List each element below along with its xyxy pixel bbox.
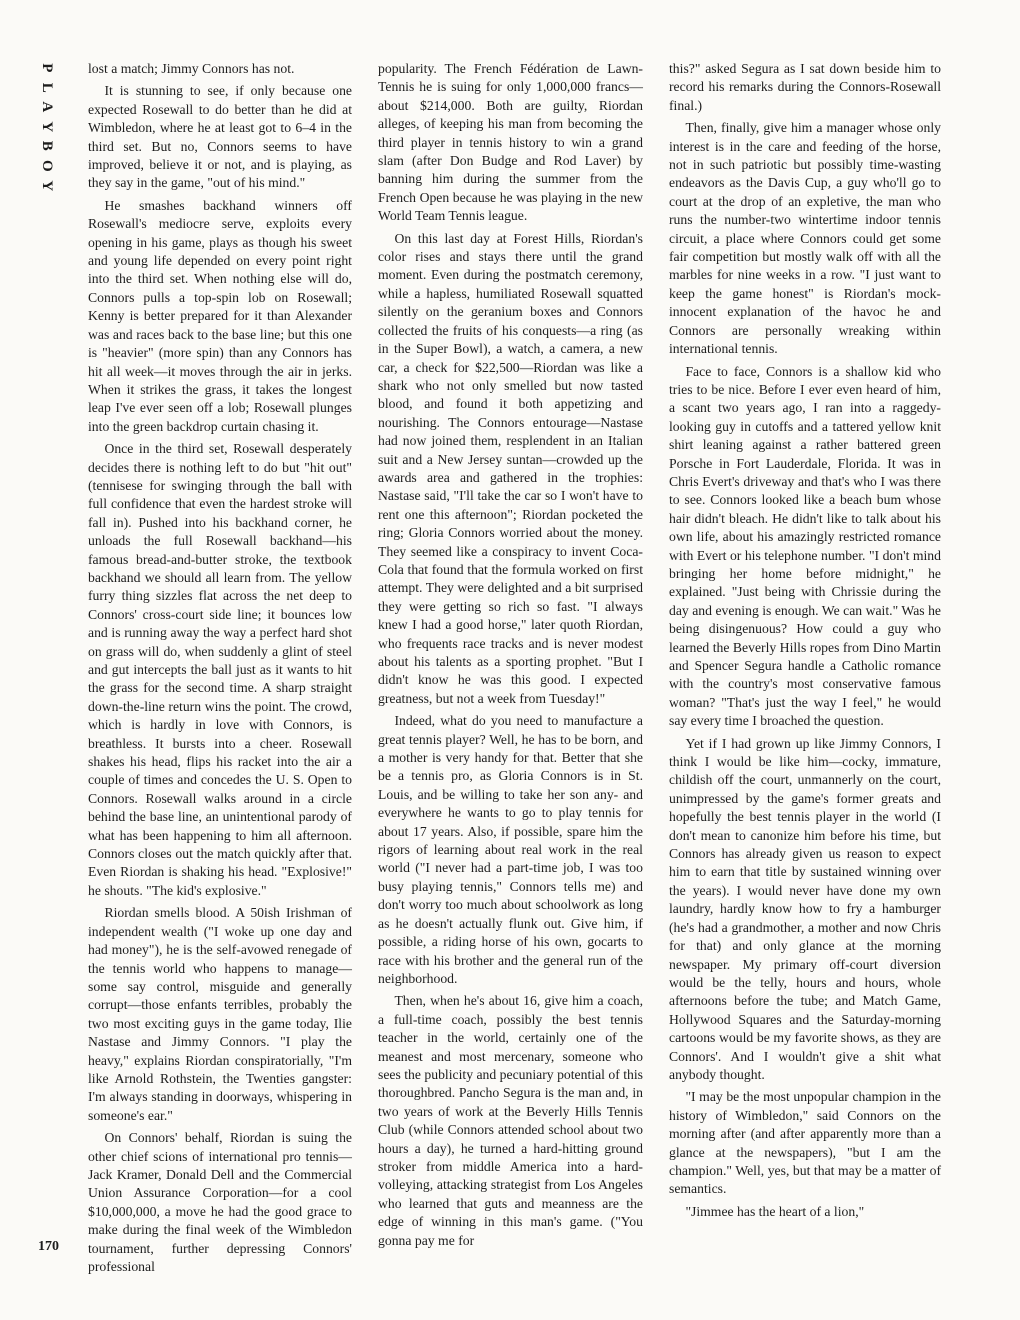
paragraph: Once in the third set, Rosewall desperately decides there is nothing left to do but "hit out" (tennisese for swinging through the ball with full confidence that even the hardest stroke will fall in). Pushed into his backhand corner, he unloads the full Rosewall backhand—his famous bread-and-butter stroke, the textbook backhand we should all learn from. The yellow furry thing sizzles flat across the net deep to Connors' cross-court side line; it bounces low and is running away the way a perfect hard shot on grass will do, when suddenly a glint of steel and gut intercepts the ball just as it wants to hit the grass for the second time. A sharp straight down-the-line return wins the point. The crowd, which is hardly in love with Connors, is breathless. It bursts into a cheer. Rosewall shakes his head, flips his racket into the air a couple of times and concedes the U. S. Open to Connors. Rosewall walks around in a circle behind the base line, an unintentional parody of what has been happening to him all afternoon. Connors closes out the match quickly after that. Even Riordan is shaking his head. "Explosive!" he shouts. "The kid's explosive." [88, 441, 352, 898]
masthead-letter: A [38, 101, 55, 113]
page-number: 170 [38, 1239, 59, 1254]
paragraph: "Jimmee has the heart of a lion," [685, 1203, 865, 1219]
paragraph: Yet if I had grown up like Jimmy Connors, I think I would be like him—cocky, immature, childish off the court, unmannerly on the court, unimpressed by the game's former greats and hopefully the best tennis player in the world (I don't mean to canonize him before his time, but Connors has already given us reason to expect him to earn that title by sustained winning over the years). I would never have done my own laundry, hardly know how to fry a hamburger (he's had a grandmother, a mother and now Chris for that) and only glance at the morning newspaper. My primary off-court diversion would be the telly, hours and hours, whole afternoons before the tube; and Match Game, Hollywood Squares and the Saturday-morning cartoons would be my favorite shows, as they are Connors'. And I wouldn't give a shit what anybody thought. [669, 735, 941, 1082]
paragraph: Indeed, what do you need to manufacture a great tennis player? Well, he has to be born, and a mother is very handy for that. Better that she be a tennis pro, as Gloria Connors is in St. Louis, and be willing to take her son any- and everywhere he wants to go to play tennis for about 17 years. Also, if possible, spare him the rigors of learning about real work in the real world ("I never had a part-time job, I was too busy playing tennis," Connors tells me) and don't worry too much about schoolwork as long as he doesn't actually flunk out. Give him, if possible, a riding horse of his own, gocarts to race with his brother and the general run of the neighborhood. [378, 713, 643, 986]
paragraph: popularity. The French Fédération de Lawn-Tennis he is suing for only 1,000,000 francs—about $214,000. Both are guilty, Riordan alleges, of keeping his man from becoming the third player in tennis history to win a grand slam (after Don Budge and Rod Laver) by banning him during the summer from the French Open because he was playing in the new World Team Tennis league. [378, 61, 643, 224]
paragraph: It is stunning to see, if only because one expected Rosewall to do better than he did at Wimbledon, where he at least got to 6–4 in the third set. But no, Connors seems to have improved, believe it or not, and is playing, as they say in the game, "out of his mind." [88, 83, 352, 191]
paragraph: this?" asked Segura as I sat down beside him to record his remarks during the Connors-Rosewall final.) [669, 61, 941, 113]
paragraph: On this last day at Forest Hills, Riordan's color rises and stays there until the grand moment. Even during the postmatch ceremony, while a hapless, humiliated Rosewall squatted silently on the geranium boxes and Connors collected the fruits of his conquests—a ring (as in the Super Bowl), a watch, a camera, a new car, a check for $22,500—Riordan was like a shark who not only smelled but now tasted blood, and found it both appetizing and nourishing. The Connors entourage—Nastase had now joined them, resplendent in an Italian suit and a New Jersey suntan—crowded up the awards area and gathered in the trophies: Nastase said, "I'll take the car so I won't have to rent one this afternoon"; Riordan pocketed the ring; Gloria Connors worried about the money. They seemed like a conspiracy to invent Coca-Cola that found that the formula worked on first attempt. They were delighted and a bit surprised they were getting so rich so fast. "I always knew I had a good horse," later quoth Riordan, who frequents race tracks and is never modest about his talents as a sporting prophet. "But I didn't know he was this good. I expected greatness, but not a week from Tuesday!" [378, 230, 643, 706]
paragraph: lost a match; Jimmy Connors has not. [88, 61, 295, 76]
masthead-letter: Y [38, 179, 55, 191]
paragraph: Then, when he's about 16, give him a coach, a full-time coach, possibly the best tennis teacher in the world, certainly one of the meanest and most mercenary, someone who sees the publicity and pecuniary potential of this thoroughbred. Pancho Segura is the man and, in two years of work at the Beverly Hills Tennis Club (while Connors attended school about two hours a day), he turned a hard-hitting ground stroker from middle America into a hard-volleying, attacking strategist from Los Angeles who learned that guts and meanness are the edge of winning in this man's game. ("You gonna pay me for [378, 993, 643, 1248]
masthead-letter: L [38, 82, 55, 93]
paragraph: Riordan smells blood. A 50ish Irishman of independent wealth ("I woke up one day and had money"), he is the self-avowed renegade of the tennis world who happens to manage—some say control, misguide and generally corrupt—those enfants terribles, probably the two most exciting guys in the game today, Ilie Nastase and Jimmy Connors. "I play the heavy," explains Riordan conspiratorially, "I'm like Arnold Rothstein, the Twenties gangster: I'm always standing in doorways, whispering in someone's ear." [88, 905, 352, 1123]
paragraph: He smashes backhand winners off Rosewall's mediocre serve, exploits every opening in his game, plays as though his sweet and young life depended on every point right into the third set. When nothing else will do, Connors pulls a top-spin lob on Rosewall; Kenny is better prepared for it than Alexander was and races back to the base line; but this one is "heavier" (more spin) than any Connors has hit all week—it moves through the air in jerks. When it strikes the grass, it takes the longest leap I've ever seen off a lob; Rosewall plunges into the green backdrop curtain chasing it. [88, 197, 352, 434]
masthead-letter: B [38, 141, 55, 152]
paragraph: Face to face, Connors is a shallow kid who tries to be nice. Before I ever even heard of him, a scant two years ago, I ran into a raggedy-looking guy in cutoffs and a tattered yellow knit shirt leaning against a rather battered green Porsche in Fort Lauderdale, Florida. It was in Chris Evert's driveway and that's who I was there to see. Connors looked like a beach bum whose hair didn't bleach. He didn't like to talk about his own life, about his amazingly restricted romance with Evert or his telephone number. "I don't mind bringing her home before midnight," he explained. "Just being with Chrissie during the day and evening is enough. We can wait." Was he being disingenuous? How could a guy who learned the Beverly Hills ropes from Dino Martin and Spencer Segura handle a Catholic romance with the country's most conservative famous woman? "That's just the way I feel," he would say every time I broached the question. [669, 363, 941, 729]
masthead-letter: O [38, 159, 55, 172]
article-column-1 [88, 60, 352, 1276]
paragraph: Then, finally, give him a manager whose only interest is in the care and feeding of the horse, not in such patriotic but possibly time-wasting endeavors as the Davis Cup, a guy who'll go to court at the drop of an expletive, the man who runs the number-two wintertime indoor tennis circuit, a place where Connors could get some fair competition but mostly walk off with all the marbles for nine weeks in a row. "I just want to keep the game honest" is Riordan's mock-innocent explanation of the havoc he and Connors are personally wreaking within international tennis. [669, 120, 941, 357]
article-column-2 [378, 60, 643, 1250]
masthead-letter: P [38, 63, 55, 73]
paragraph: "I may be the most unpopular champion in the history of Wimbledon," said Connors on the morning after (and after apparently more than a glance at the newspapers), "but I am the champion." Well, yes, but that may be a matter of semantics. [669, 1089, 941, 1197]
magazine-masthead [38, 58, 54, 195]
masthead-letter: Y [38, 121, 55, 132]
article-column-3 [669, 60, 941, 1221]
paragraph: On Connors' behalf, Riordan is suing the other chief scions of international pro tennis—Jack Kramer, Donald Dell and the Commercial Union Assurance Corporation—for a cool $10,000,000, a move he had the good grace to make during the final week of the Wimbledon tournament, further depressing Connors' professional [88, 1130, 352, 1274]
